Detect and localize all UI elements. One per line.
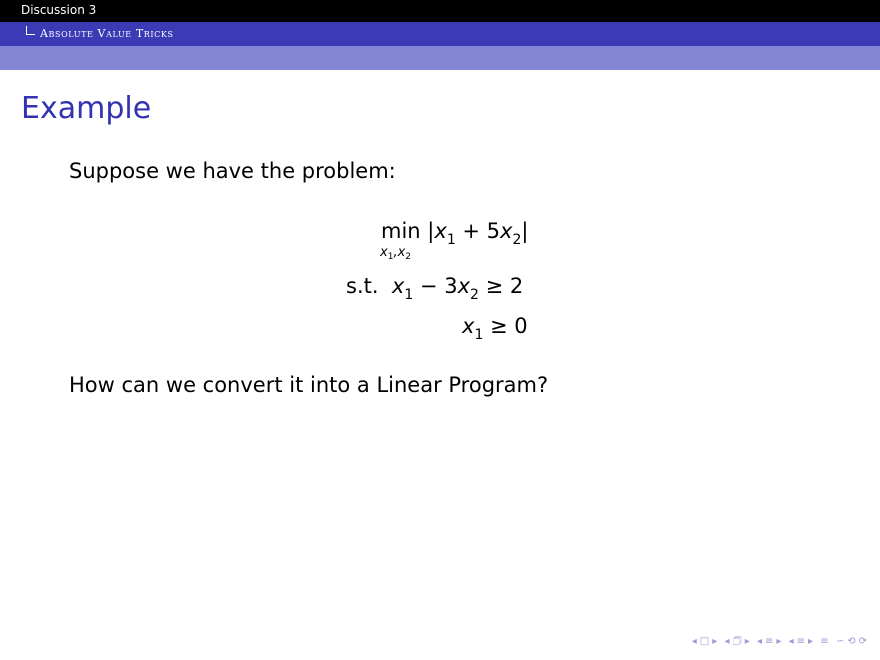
frame-title: Example [21, 91, 152, 126]
nav-section-icon[interactable]: ≡ [765, 636, 775, 647]
constraint-2-relation: ≥ 0 [483, 314, 528, 338]
min-sub-x1: x [380, 245, 388, 260]
constraint-1-minus: − 3 [413, 274, 458, 298]
min-sub-comma: , [393, 245, 398, 260]
constraint-1-var-2: x [457, 274, 470, 298]
objective-abs-left: | [427, 219, 435, 243]
nav-next-frame-icon[interactable]: ▸ [712, 636, 719, 647]
nav-part-icon[interactable]: ≡ [796, 636, 807, 647]
nav-next-section-icon[interactable]: ▸ [776, 636, 783, 647]
nav-back-icon[interactable]: ⟲ [847, 636, 857, 647]
nav-prev-part-icon[interactable]: ◂ [788, 636, 795, 647]
objective-var-1-sub: 1 [446, 232, 456, 248]
objective-var-1: x [434, 219, 447, 243]
constraint-1-var-1-sub: 1 [404, 287, 414, 303]
min-subscript [380, 245, 411, 260]
nav-search-icon[interactable]: ∽ [835, 636, 846, 647]
min-sub-x1-index: 1 [387, 252, 394, 262]
subsection-corner-icon [26, 26, 35, 35]
objective-abs-right: | [521, 219, 529, 243]
constraint-1-relation: ≥ 2 [478, 274, 524, 298]
header-bar [0, 0, 880, 22]
st-label: s.t. [346, 274, 379, 298]
subheader-bar [0, 22, 880, 46]
subsection-title[interactable]: Absolute Value Tricks [40, 27, 174, 40]
objective-var-2-sub: 2 [512, 232, 522, 248]
objective-plus: + 5 [455, 219, 501, 243]
nav-frame-icon[interactable]: □ [699, 636, 711, 647]
nav-next-subsection-icon[interactable]: ▸ [744, 636, 751, 647]
nav-next-part-icon[interactable]: ▸ [808, 636, 815, 647]
section-title[interactable]: Discussion 3 [21, 3, 97, 17]
constraint-2 [462, 314, 528, 343]
constraint-1-var-1: x [391, 274, 405, 298]
header-band [0, 46, 880, 70]
min-sub-x2-index: 2 [405, 252, 412, 262]
constraint-2-var-sub: 1 [474, 327, 484, 343]
constraint-1 [346, 274, 524, 303]
constraint-2-var: x [462, 314, 475, 338]
question-text: How can we convert it into a Linear Program? [69, 373, 549, 397]
objective-var-2: x [500, 219, 513, 243]
objective-line [381, 219, 529, 248]
min-operator: min [381, 219, 421, 243]
intro-text: Suppose we have the problem: [69, 159, 396, 183]
beamer-navigation[interactable] [692, 634, 870, 651]
nav-forward-icon[interactable]: ⟳ [858, 636, 868, 647]
nav-prev-section-icon[interactable]: ◂ [756, 636, 763, 647]
constraint-1-var-2-sub: 2 [470, 287, 479, 303]
nav-prev-frame-icon[interactable]: ◂ [691, 636, 698, 647]
nav-outline-icon[interactable]: ≡ [820, 636, 830, 647]
min-sub-x2: x [397, 245, 406, 260]
nav-subsection-icon[interactable]: 🗇 [732, 636, 743, 647]
nav-prev-subsection-icon[interactable]: ◂ [724, 636, 731, 647]
